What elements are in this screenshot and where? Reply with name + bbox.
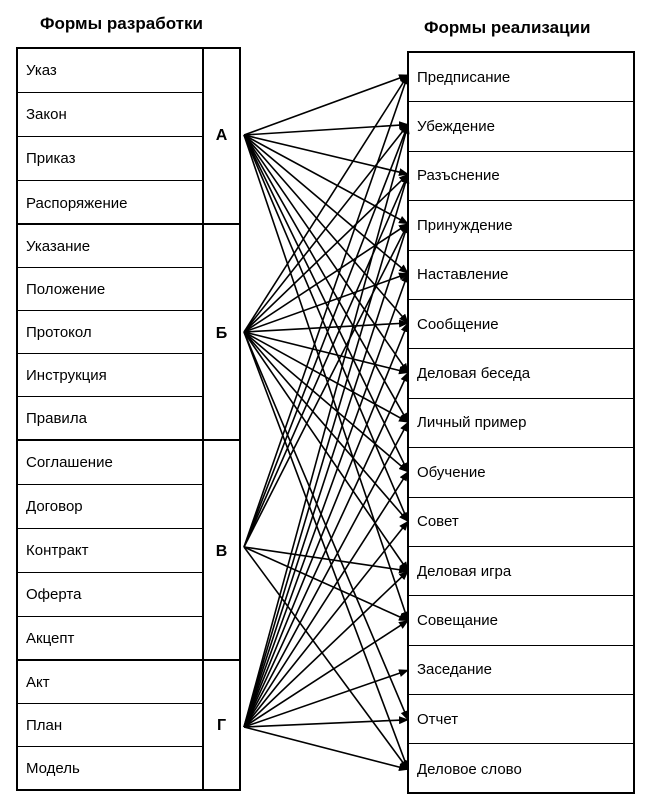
group-b xyxy=(18,225,239,441)
impl-form-soobshchenie: Сообщение xyxy=(409,300,633,349)
dev-form-protokol: Протокол xyxy=(18,311,202,354)
dev-form-plan: План xyxy=(18,704,202,747)
arrow-Б-to-9 xyxy=(244,332,408,521)
arrow-Г-to-7 xyxy=(244,422,408,727)
dev-form-kontrakt: Контракт xyxy=(18,529,202,573)
arrow-Б-to-4 xyxy=(244,273,408,332)
arrow-Г-to-14 xyxy=(244,727,408,769)
arrow-А-to-5 xyxy=(244,135,408,323)
arrow-Г-to-11 xyxy=(244,621,408,727)
arrow-В-to-14 xyxy=(244,547,408,769)
dev-form-prikaz: Приказ xyxy=(18,137,202,181)
impl-form-nastavlenie: Наставление xyxy=(409,251,633,300)
group-a xyxy=(18,49,239,225)
dev-form-soglashenie: Соглашение xyxy=(18,441,202,485)
dev-form-instrukciya: Инструкция xyxy=(18,354,202,397)
arrow-Г-to-6 xyxy=(244,373,408,727)
group-letter-g: Г xyxy=(216,717,227,734)
arrow-Г-to-5 xyxy=(244,323,408,727)
arrow-А-to-3 xyxy=(244,135,408,224)
arrow-В-to-0 xyxy=(244,75,408,547)
group-v-cells xyxy=(18,441,204,659)
arrow-А-to-2 xyxy=(244,135,408,174)
arrow-Б-to-6 xyxy=(244,332,408,373)
arrow-Г-to-12 xyxy=(244,670,408,727)
arrow-Г-to-2 xyxy=(244,174,408,727)
arrow-Б-to-7 xyxy=(244,332,408,422)
impl-form-delovaya-igra: Деловая игра xyxy=(409,547,633,596)
arrow-А-to-0 xyxy=(244,75,408,135)
impl-form-predpisanie: Предписание xyxy=(409,53,633,102)
group-letter-b: Б xyxy=(215,325,228,342)
arrow-В-to-11 xyxy=(244,547,408,621)
arrow-В-to-3 xyxy=(244,224,408,547)
arrow-А-to-6 xyxy=(244,135,408,373)
dev-form-model: Модель xyxy=(26,759,80,777)
dev-form-ukazanie: Указание xyxy=(18,225,202,268)
impl-form-razyasnenie: Разъснение xyxy=(409,152,633,201)
arrow-А-to-4 xyxy=(244,135,408,273)
arrow-Г-to-8 xyxy=(244,472,408,727)
arrow-В-to-1 xyxy=(244,125,408,547)
impl-form-sovet: Совет xyxy=(409,498,633,547)
implementation-forms-table xyxy=(407,51,635,794)
arrow-А-to-9 xyxy=(244,135,408,521)
arrow-Г-to-3 xyxy=(244,224,408,727)
impl-form-soveshchanie: Совещание xyxy=(409,596,633,645)
dev-form-zakon: Закон xyxy=(18,93,202,137)
dev-form-polozhenie: Положение xyxy=(18,268,202,311)
arrow-Б-to-2 xyxy=(244,174,408,332)
group-v xyxy=(18,441,239,661)
group-b-cells xyxy=(18,225,204,439)
left-column-heading: Формы разработки xyxy=(40,14,203,33)
group-a-cells xyxy=(18,49,204,223)
dev-form-akcept: Акцепт xyxy=(26,629,75,647)
arrow-А-to-1 xyxy=(244,125,408,135)
dev-form-ukaz: Указ xyxy=(18,49,202,93)
arrow-Г-to-10 xyxy=(244,571,408,727)
dev-form-akt: Акт xyxy=(18,661,202,704)
impl-form-delovoe-slovo: Деловое слово xyxy=(417,760,522,778)
arrow-Б-to-3 xyxy=(244,224,408,332)
arrow-Б-to-14 xyxy=(244,332,408,769)
group-letter-a: А xyxy=(215,127,228,144)
impl-form-lichnyy-primer: Личный пример xyxy=(409,399,633,448)
arrow-А-to-7 xyxy=(244,135,408,422)
group-g xyxy=(18,661,239,789)
arrow-Б-to-13 xyxy=(244,332,408,720)
arrow-Г-to-1 xyxy=(244,125,408,727)
development-forms-table xyxy=(16,47,241,791)
arrow-Г-to-9 xyxy=(244,521,408,727)
arrow-А-to-8 xyxy=(244,135,408,472)
impl-form-ubezhdenie: Убеждение xyxy=(409,102,633,151)
group-letter-v: В xyxy=(215,543,228,560)
arrow-Б-to-8 xyxy=(244,332,408,472)
arrow-Г-to-4 xyxy=(244,273,408,727)
impl-form-zasedanie: Заседание xyxy=(409,646,633,695)
arrow-Г-to-13 xyxy=(244,720,408,727)
group-g-cells xyxy=(18,661,204,789)
dev-form-dogovor: Договор xyxy=(18,485,202,529)
dev-form-oferta: Оферта xyxy=(18,573,202,617)
impl-form-delovaya-beseda: Деловая беседа xyxy=(409,349,633,398)
arrow-А-to-11 xyxy=(244,135,408,621)
arrow-Б-to-10 xyxy=(244,332,408,571)
right-column-heading: Формы реализации xyxy=(424,18,591,37)
impl-form-prinuzhdenie: Принуждение xyxy=(409,201,633,250)
dev-form-rasporyazhenie: Распоряжение xyxy=(26,194,128,212)
arrow-В-to-2 xyxy=(244,174,408,547)
arrow-Б-to-5 xyxy=(244,323,408,332)
arrow-Б-to-1 xyxy=(244,125,408,332)
arrow-В-to-10 xyxy=(244,547,408,571)
impl-form-otchet: Отчет xyxy=(409,695,633,744)
dev-form-pravila: Правила xyxy=(26,409,87,427)
arrow-Б-to-0 xyxy=(244,75,408,332)
impl-form-obuchenie: Обучение xyxy=(409,448,633,497)
